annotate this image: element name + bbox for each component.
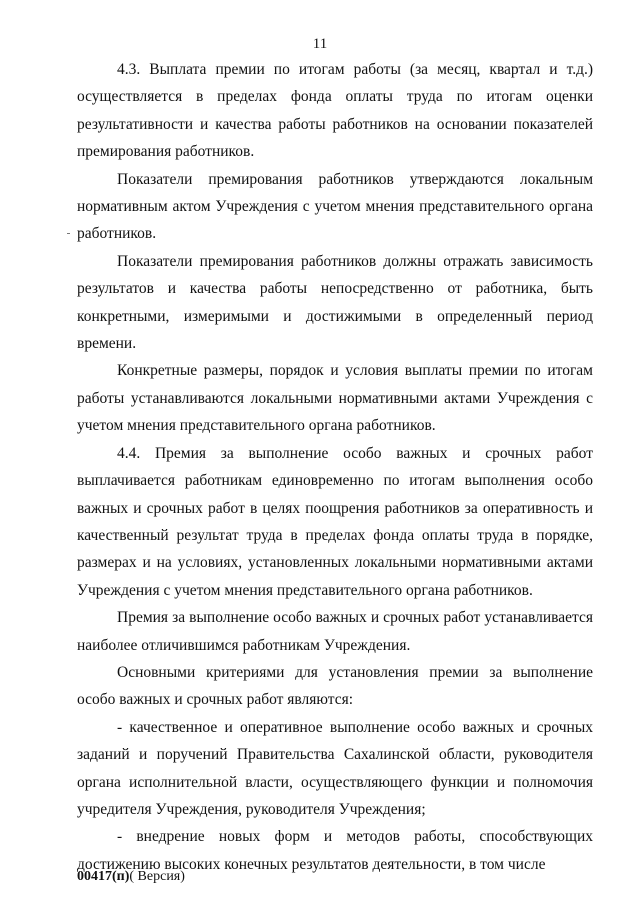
criteria-item-2: - внедрение новых форм и методов работы, способствующих достижению высоких конечных результатов деятельности, в том числе	[77, 828, 593, 873]
paragraph-payment-conditions: Конкретные размеры, порядок и условия выплаты премии по итогам работы устанавливаются локальными нормативными актами Учреждения с учетом мнения представительного органа работников.	[77, 362, 593, 435]
paragraph-urgent-bonus: Премия за выполнение особо важных и срочных работ устанавливается наиболее отличившимся работникам Учреждения.	[77, 609, 593, 654]
page-number: 11	[312, 36, 328, 52]
paragraph-indicators-requirements: Показатели премирования работников должны отражать зависимость результатов и качества работы непосредственно от работника, быть конкретными, измеримыми и достижимыми в определенный период времени.	[77, 252, 593, 353]
document-body	[77, 56, 593, 905]
criteria-item-1: - качественное и оперативное выполнение особо важных и срочных заданий и поручений Правительства Сахалинской области, руководителя органа исполнительной власти, осуществляющего функции и полномочия учредителя Учреждения, руководителя Учреждения;	[77, 718, 593, 818]
margin-mark	[67, 233, 70, 234]
document-version: ( Версия)	[129, 869, 185, 884]
document-code: 00417(п)	[77, 869, 130, 884]
paragraph-4-3: 4.3. Выплата премии по итогам работы (за месяц, квартал и т.д.) осуществляется в пределах фонда оплаты труда по итогам оценки результативности и качества работы работников на основании показателей премирования работников.	[77, 61, 593, 161]
paragraph-4-4: 4.4. Премия за выполнение особо важных и срочных работ выплачивается работникам единовременно по итогам выполнения особо важных и срочных работ в целях поощрения работников за оперативность и качественный результат труда в пределах фонда оплаты труда в порядке, размерах и на условиях, установленных локальными нормативными актами Учреждения с учетом мнения представительного органа работников.	[77, 444, 593, 599]
document-footer	[77, 869, 185, 885]
paragraph-criteria-intro: Основными критериями для установления премии за выполнение особо важных и срочных работ являются:	[77, 663, 593, 709]
paragraph-indicators-approval: Показатели премирования работников утверждаются локальным нормативным актом Учреждения с учетом мнения представительного органа работников.	[77, 170, 593, 243]
